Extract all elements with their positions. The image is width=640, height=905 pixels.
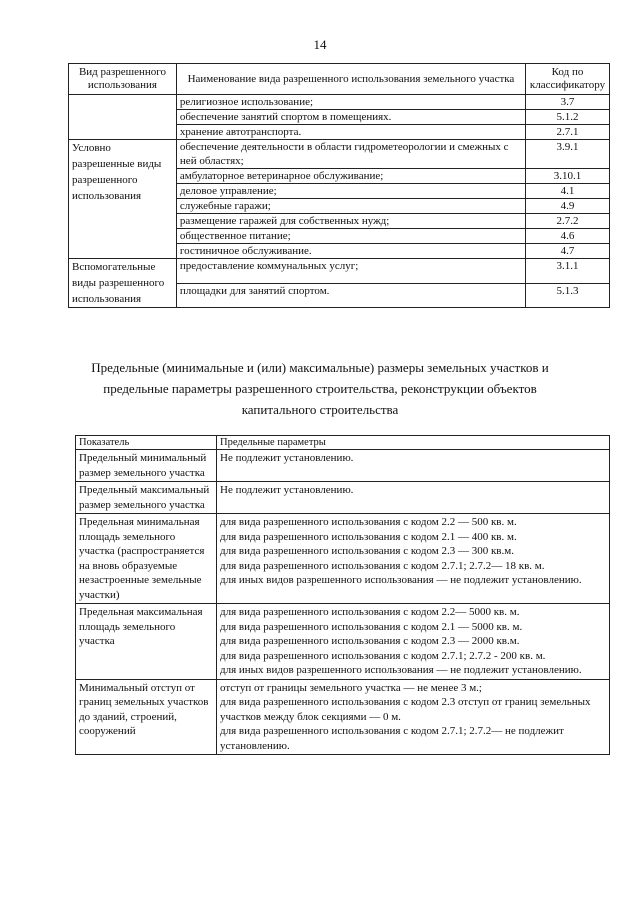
use-type-cell: [69, 95, 177, 140]
use-name-cell: размещение гаражей для собственных нужд;: [176, 214, 525, 229]
code-cell: 4.6: [525, 229, 609, 244]
indicator-cell: Предельная минимальная площадь земельного участка (распространяется на вновь образуемые незастроенные земельные участки): [76, 514, 217, 604]
header-use-type: Вид разрешенного использования: [69, 64, 177, 95]
parameter-line: для вида разрешенного использования с кодом 2.2 — 500 кв. м.: [220, 516, 517, 528]
code-cell: 3.7: [525, 95, 609, 110]
parameter-line: для вида разрешенного использования с кодом 2.7.1; 2.7.2— не подлежит установлению.: [220, 725, 564, 752]
parameter-line: для вида разрешенного использования с кодом 2.7.1; 2.7.2— 18 кв. м.: [220, 559, 545, 572]
use-name-cell: площадки для занятий спортом.: [176, 283, 525, 308]
parameters-table: [75, 435, 610, 755]
use-name-cell: деловое управление;: [176, 184, 525, 199]
parameter-line: для иных видов разрешенного использования — не подлежит установлению.: [220, 664, 582, 676]
code-cell: 2.7.2: [525, 214, 609, 229]
code-cell: 3.9.1: [525, 140, 609, 169]
parameter-line: для вида разрешенного использования с кодом 2.1 — 5000 кв. м.: [220, 620, 523, 633]
parameter-line: Не подлежит установлению.: [220, 452, 354, 464]
use-name-cell: амбулаторное ветеринарное обслуживание;: [176, 169, 525, 184]
permitted-use-table: [68, 63, 610, 308]
use-type-cell: Условно разрешенные виды разрешенного использования: [69, 140, 177, 259]
code-cell: 4.7: [525, 244, 609, 259]
code-cell: 4.1: [525, 184, 609, 199]
parameter-line: для вида разрешенного использования с кодом 2.3 — 300 кв.м.: [220, 545, 514, 557]
parameters-cell: [217, 450, 610, 482]
use-name-cell: обеспечение занятий спортом в помещениях.: [176, 110, 525, 125]
indicator-cell: Минимальный отступ от границ земельных участков до зданий, строений, сооружений: [76, 679, 217, 755]
code-cell: 4.9: [525, 199, 609, 214]
page-number: 14: [313, 37, 327, 52]
code-cell: 2.7.1: [525, 125, 609, 140]
use-name-cell: гостиничное обслуживание.: [176, 244, 525, 259]
parameters-cell: [217, 679, 610, 755]
table-row: [76, 450, 610, 482]
indicator-cell: Предельный максимальный размер земельного участка: [76, 482, 217, 514]
use-name-cell: предоставление коммунальных услуг;: [176, 259, 525, 284]
parameter-line: для вида разрешенного использования с кодом 2.3 — 2000 кв.м.: [220, 635, 520, 647]
code-cell: 3.10.1: [525, 169, 609, 184]
use-type-cell: Вспомогательные виды разрешенного использования: [69, 259, 177, 308]
use-name-cell: хранение автотранспорта.: [176, 125, 525, 140]
header-use-name: Наименование вида разрешенного использования земельного участка: [176, 64, 525, 95]
code-cell: 5.1.3: [525, 283, 609, 308]
header-indicator: Показатель: [76, 436, 217, 450]
parameter-line: для вида разрешенного использования с кодом 2.3 отступ от границ земельных участков между блок секциями — 0 м.: [220, 696, 591, 723]
table-row: [69, 95, 610, 110]
use-name-cell: общественное питание;: [176, 229, 525, 244]
table-row: [76, 514, 610, 604]
table-row: [76, 679, 610, 755]
table-row: [69, 259, 610, 284]
parameter-line: Не подлежит установлению.: [220, 484, 354, 496]
table-header-row: [76, 436, 610, 450]
section-heading: Предельные (минимальные и (или) максимальные) размеры земельных участков и предельные параметры разрешенного строительства, реконструкции объектов капитального строительства: [91, 360, 549, 417]
indicator-cell: Предельный минимальный размер земельного участка: [76, 450, 217, 482]
parameters-cell: [217, 482, 610, 514]
indicator-cell: Предельная максимальная площадь земельного участка: [76, 604, 217, 680]
use-name-cell: религиозное использование;: [176, 95, 525, 110]
parameter-line: для вида разрешенного использования с кодом 2.1 — 400 кв. м.: [220, 530, 517, 543]
code-cell: 5.1.2: [525, 110, 609, 125]
header-code: Код по классификатору: [525, 64, 609, 95]
table-header-row: [69, 64, 610, 95]
code-cell: 3.1.1: [525, 259, 609, 284]
parameter-line: для иных видов разрешенного использования — не подлежит установлению.: [220, 574, 582, 586]
parameter-line: отступ от границы земельного участка — не менее 3 м.;: [220, 681, 482, 694]
header-parameters: Предельные параметры: [217, 436, 610, 450]
use-name-cell: служебные гаражи;: [176, 199, 525, 214]
table-row: [76, 604, 610, 680]
use-name-cell: обеспечение деятельности в области гидрометеорологии и смежных с ней областях;: [176, 140, 525, 169]
parameters-cell: [217, 604, 610, 680]
table-row: [76, 482, 610, 514]
table-row: [69, 140, 610, 169]
parameters-cell: [217, 514, 610, 604]
parameter-line: для вида разрешенного использования с кодом 2.2— 5000 кв. м.: [220, 606, 520, 618]
parameter-line: для вида разрешенного использования с кодом 2.7.1; 2.7.2 - 200 кв. м.: [220, 649, 546, 662]
